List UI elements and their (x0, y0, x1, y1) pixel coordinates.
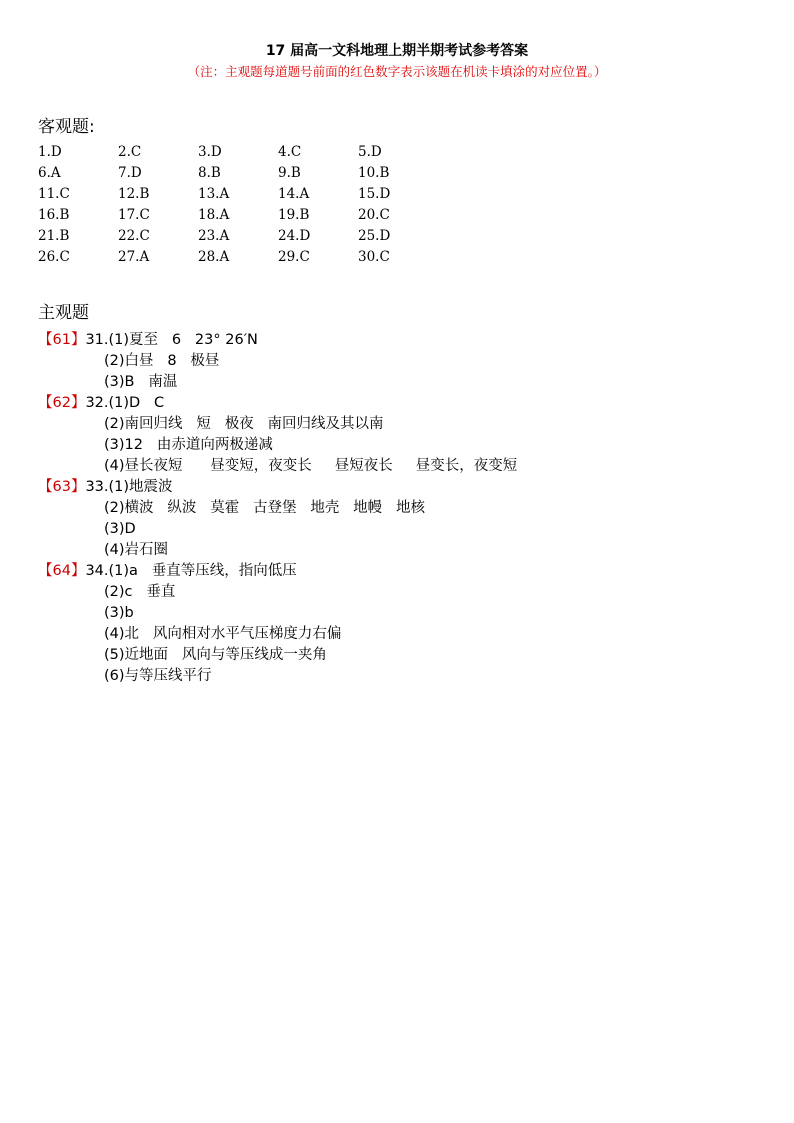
note-text: （注：主观题每道题号前面的红色数字表示该题在机读卡填涂的对应位置。） (187, 64, 607, 79)
answer-part: (2)横波 纵波 莫霍 古登堡 地壳 地幔 地核 (104, 500, 426, 516)
mc-answer: 29.C (278, 249, 310, 265)
mc-answer: 18.A (198, 207, 230, 223)
answer-part: (1)地震波 (108, 479, 173, 495)
mc-answer: 26.C (38, 249, 70, 265)
answer-part: (3)D (104, 521, 136, 537)
card-position-tag: 【62】 (38, 395, 86, 411)
answer-part: (2)c 垂直 (104, 584, 176, 600)
card-position-tag: 【61】 (38, 332, 86, 348)
answer-part: (6)与等压线平行 (104, 668, 212, 684)
question-number: 34. (85, 563, 109, 579)
mc-answer: 28.A (198, 249, 230, 265)
question-number: 32. (85, 395, 109, 411)
mc-answer: 27.A (118, 249, 150, 265)
mc-answer: 13.A (198, 186, 230, 202)
objective-heading: 客观题: (38, 117, 95, 137)
mc-answer: 19.B (278, 207, 310, 223)
mc-answer: 1.D (38, 144, 62, 160)
answer-part: (2)白昼 8 极昼 (104, 353, 220, 369)
question-block-33 (38, 477, 517, 561)
objective-answer-grid (38, 144, 438, 270)
mc-answer: 25.D (358, 228, 391, 244)
question-block-31 (38, 330, 517, 393)
answer-part: (3)12 由赤道向两极递减 (104, 437, 273, 453)
answer-part: (1)a 垂直等压线，指向低压 (108, 563, 297, 579)
answer-part: (4)岩石圈 (104, 542, 169, 558)
question-block-32 (38, 393, 517, 477)
mc-answer: 5.D (358, 144, 382, 160)
mc-answer: 20.C (358, 207, 390, 223)
answer-part: (4)北 风向相对水平气压梯度力右偏 (104, 626, 342, 642)
mc-answer: 11.C (38, 186, 70, 202)
answer-part: (1)夏至 6 23° 26′N (108, 332, 258, 348)
mc-answer: 23.A (198, 228, 230, 244)
mc-answer: 8.B (198, 165, 221, 181)
mc-answer: 9.B (278, 165, 301, 181)
mc-answer: 10.B (358, 165, 390, 181)
answer-part: (1)D C (108, 395, 165, 411)
question-block-34 (38, 561, 517, 687)
question-number: 33. (85, 479, 109, 495)
mc-answer: 21.B (38, 228, 70, 244)
mc-answer: 16.B (38, 207, 70, 223)
question-number: 31. (85, 332, 109, 348)
mc-answer: 3.D (198, 144, 222, 160)
answer-part: (5)近地面 风向与等压线成一夹角 (104, 647, 327, 663)
mc-answer: 6.A (38, 165, 61, 181)
answer-part: (4)昼长夜短 昼变短，夜变长 昼短夜长 昼变长，夜变短 (104, 458, 518, 474)
answer-part: (2)南回归线 短 极夜 南回归线及其以南 (104, 416, 384, 432)
mc-answer: 14.A (278, 186, 310, 202)
answer-part: (3)B 南温 (104, 374, 178, 390)
page-title: 17 届高一文科地理上期半期考试参考答案 (265, 43, 529, 59)
mc-answer: 7.D (118, 165, 142, 181)
mc-answer: 22.C (118, 228, 150, 244)
mc-answer: 24.D (278, 228, 311, 244)
answer-part: (3)b (104, 605, 134, 621)
mc-answer: 12.B (118, 186, 150, 202)
mc-answer: 2.C (118, 144, 142, 160)
card-position-tag: 【63】 (38, 479, 86, 495)
subjective-heading: 主观题 (38, 303, 89, 323)
mc-answer: 17.C (118, 207, 150, 223)
subjective-answers (38, 330, 517, 687)
mc-answer: 30.C (358, 249, 390, 265)
mc-answer: 15.D (358, 186, 391, 202)
card-position-tag: 【64】 (38, 563, 86, 579)
mc-answer: 4.C (278, 144, 302, 160)
